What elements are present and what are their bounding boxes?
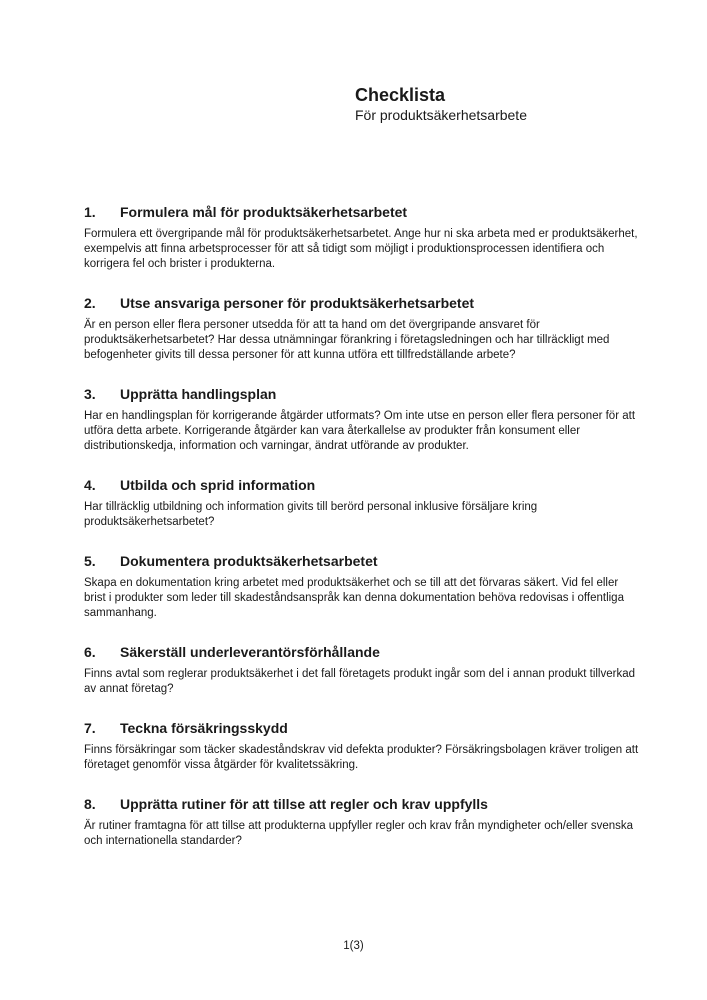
page-number: 1(3)	[343, 940, 364, 952]
section-body: Har en handlingsplan för korrigerande åtgärder utformats? Om inte utse en person eller flera personer för att utföra detta arbete. Korrigerande åtgärder kan vara återkallelse av produkter från konsument eller distributionskedja, information och varningar, ändrat utförande av produkter.	[84, 410, 636, 452]
section-number: 3.	[84, 386, 96, 402]
section-body: Skapa en dokumentation kring arbetet med produktsäkerhet och se till att det förvaras säkert. Vid fel eller brist i produkter som leder till skadeståndsanspråk kan denna dokumentation behöva redovisas i offentliga sammanhang.	[84, 577, 624, 619]
section-heading-row	[84, 643, 642, 661]
checklist-section	[84, 643, 642, 697]
section-heading-row	[84, 294, 642, 312]
checklist-section	[84, 203, 642, 272]
checklist-section	[84, 552, 642, 621]
section-heading-row	[84, 552, 642, 570]
section-body: Finns försäkringar som täcker skadeståndskrav vid defekta produkter? Försäkringsbolagen kräver troligen att företaget genomför vissa åtgärder för kvalitetssäkring.	[84, 744, 639, 771]
section-heading-row	[84, 719, 642, 737]
section-body: Finns avtal som reglerar produktsäkerhet i det fall företagets produkt ingår som del i annan produkt tillverkad av annat företag?	[84, 668, 636, 695]
section-number: 7.	[84, 720, 96, 736]
section-number: 5.	[84, 553, 96, 569]
document-subtitle: För produktsäkerhetsarbete	[355, 107, 527, 123]
section-number: 2.	[84, 295, 96, 311]
document-title: Checklista	[355, 85, 446, 105]
section-body: Formulera ett övergripande mål för produktsäkerhetsarbetet. Ange hur ni ska arbeta med er produktsäkerhet, exempelvis att finna arbetsprocesser för att så tidigt som möjligt i produktionsprocessen identifiera och korrigera fel och brister i produkterna.	[84, 228, 638, 270]
section-heading-row	[84, 795, 642, 813]
section-heading: Utse ansvariga personer för produktsäkerhetsarbetet	[120, 295, 475, 311]
checklist-section	[84, 719, 642, 773]
section-number: 6.	[84, 644, 96, 660]
section-heading: Upprätta handlingsplan	[120, 386, 277, 402]
section-heading-row	[84, 203, 642, 221]
checklist-section	[84, 294, 642, 363]
checklist-section	[84, 385, 642, 454]
section-heading: Upprätta rutiner för att tillse att regler och krav uppfylls	[120, 796, 488, 812]
section-heading: Dokumentera produktsäkerhetsarbetet	[120, 553, 378, 569]
checklist-section	[84, 476, 642, 530]
checklist-section	[84, 795, 642, 849]
section-body: Har tillräcklig utbildning och information givits till berörd personal inklusive försäljare kring produktsäkerhetsarbetet?	[84, 501, 538, 528]
section-number: 8.	[84, 796, 96, 812]
section-heading: Utbilda och sprid information	[120, 477, 316, 493]
section-body: Är en person eller flera personer utsedda för att ta hand om det övergripande ansvaret för produktsäkerhetsarbetet? Har dessa utnämningar förankring i företagsledningen och har tillräckligt med befogenheter givits till dessa personer för att kunna utföra ett tillfredställande arbete?	[84, 319, 610, 361]
section-heading: Säkerställ underleverantörsförhållande	[120, 644, 380, 660]
section-heading: Formulera mål för produktsäkerhetsarbetet	[120, 204, 408, 220]
section-heading-row	[84, 476, 642, 494]
checklist-sections	[84, 203, 642, 871]
document-header	[355, 85, 527, 124]
section-number: 1.	[84, 204, 96, 220]
section-heading: Teckna försäkringsskydd	[120, 720, 288, 736]
section-heading-row	[84, 385, 642, 403]
section-body: Är rutiner framtagna för att tillse att produkterna uppfyller regler och krav från myndigheter och/eller svenska och internationella standarder?	[84, 820, 634, 847]
section-number: 4.	[84, 477, 96, 493]
